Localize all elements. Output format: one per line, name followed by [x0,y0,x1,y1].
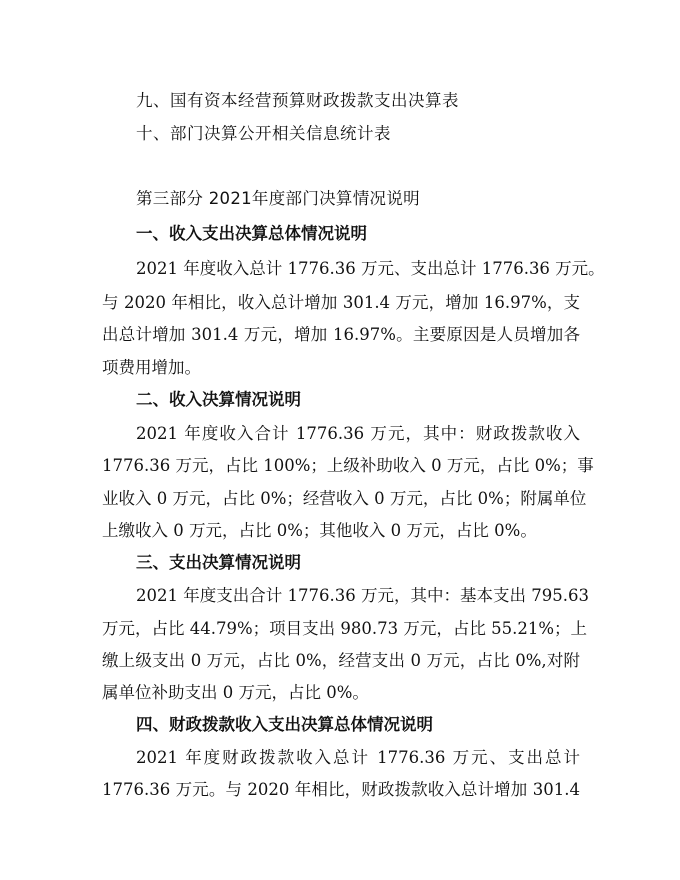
section-3-line-2: 万元，占比 44.79%；项目支出 980.73 万元，占比 55.21%；上 [102,619,588,638]
section-4-line-2: 1776.36 万元。与 2020 年相比，财政拨款收入总计增加 301.4 [102,780,580,799]
section-1-line-4: 项费用增加。 [102,358,201,377]
part-three-title: 第三部分 2021年度部门决算情况说明 [136,189,420,208]
section-2-line-3: 业收入 0 万元，占比 0%；经营收入 0 万元，占比 0%；附属单位 [102,489,587,508]
section-4-line-1: 2021 年度财政拨款收入总计 1776.36 万元、支出总计 [136,748,580,767]
section-2-heading: 二、收入决算情况说明 [136,390,301,409]
section-2-line-2: 1776.36 万元，占比 100%；上级补助收入 0 万元，占比 0%；事 [102,456,594,475]
section-2-line-1: 2021 年度收入合计 1776.36 万元，其中：财政拨款收入 [136,424,580,443]
section-2-line-4: 上缴收入 0 万元，占比 0%；其他收入 0 万元，占比 0%。 [102,521,537,540]
list-item-9: 九、国有资本经营预算财政拨款支出决算表 [136,91,459,110]
list-item-10: 十、部门决算公开相关信息统计表 [136,124,391,143]
section-1-line-3: 出总计增加 301.4 万元，增加 16.97%。主要原因是人员增加各 [102,325,580,344]
section-1-heading: 一、收入支出决算总体情况说明 [136,224,367,243]
section-3-line-1: 2021 年度支出合计 1776.36 万元，其中：基本支出 795.63 [136,586,589,605]
section-3-line-3: 缴上级支出 0 万元，占比 0%，经营支出 0 万元，占比 0%,对附 [102,651,580,670]
section-3-line-4: 属单位补助支出 0 万元，占比 0%。 [102,683,369,702]
section-3-heading: 三、支出决算情况说明 [136,553,301,572]
section-4-heading: 四、财政拨款收入支出决算总体情况说明 [136,715,433,734]
section-1-line-2: 与 2020 年相比，收入总计增加 301.4 万元，增加 16.97%，支 [102,293,580,312]
section-1-line-1: 2021 年度收入总计 1776.36 万元、支出总计 1776.36 万元。 [136,259,605,278]
